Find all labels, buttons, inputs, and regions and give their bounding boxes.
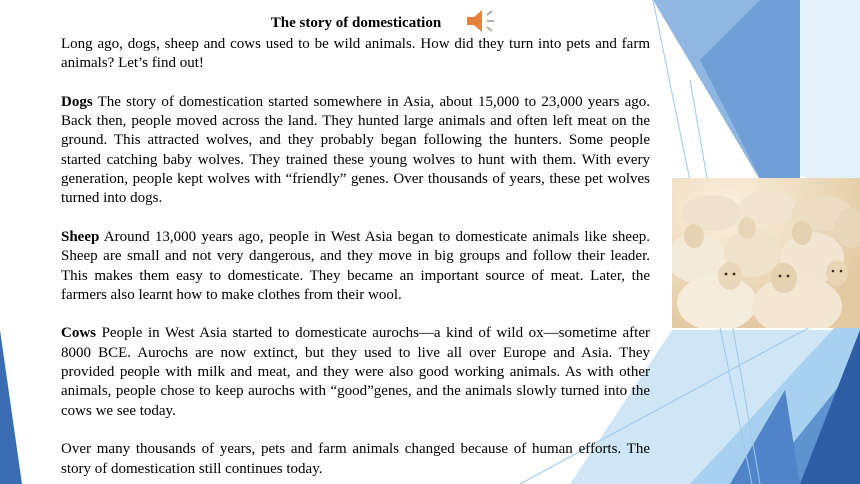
section-heading: Dogs <box>61 93 93 110</box>
sound-wave-bottom <box>487 27 492 31</box>
page-title: The story of domestication <box>270 15 442 31</box>
section-text: People in West Asia started to domesticate aurochs—a kind of wild ox—sometime after 8000 BCE. Aurochs are now extinct, but they used to live all over Europe and Asia. They provided people with milk and meat, and they were also good working animals. As with other animals, people chose to keep aurochs with “good”genes, and the animals slowly turned into the cows we see today. <box>61 325 650 419</box>
sound-wave-top <box>487 11 492 15</box>
section-sheep <box>61 228 650 305</box>
speaker-icon[interactable] <box>464 6 498 36</box>
speaker-body <box>467 10 482 32</box>
sheep-flock-illustration <box>672 178 860 328</box>
intro-paragraph: Long ago, dogs, sheep and cows used to be wild animals. How did they turn into pets and farm animals? Let’s find out! <box>61 36 650 72</box>
section-dogs <box>61 93 650 209</box>
section-cows <box>61 324 650 420</box>
sheep-flock-photo <box>672 178 860 328</box>
section-heading: Sheep <box>61 228 100 245</box>
corner-shape-left <box>0 330 22 484</box>
conclusion-paragraph: Over many thousands of years, pets and farm animals changed because of human efforts. The story of domestication still continues today. <box>61 441 650 477</box>
article-body <box>61 35 650 479</box>
section-heading: Cows <box>61 325 97 342</box>
section-text: Around 13,000 years ago, people in West Asia began to domesticate animals like sheep. Sheep are small and not very dangerous, and they move in big groups and follow their leader. This makes them easy to domesticate. They became an important source of meat. Later, the farmers also learnt how to make clothes from their wool. <box>61 228 650 303</box>
section-text: The story of domestication started somewhere in Asia, about 15,000 to 23,000 years ago. Back then, people moved across the land. They hunted large animals and often left meat on the ground. This attracted wolves, and they probably began following the hunters. Some people started catching baby wolves. They trained these young wolves to hunt with them. With every generation, people kept wolves with “friendly” genes. Over thousands of years, these pet wolves turned into dogs. <box>61 93 651 207</box>
